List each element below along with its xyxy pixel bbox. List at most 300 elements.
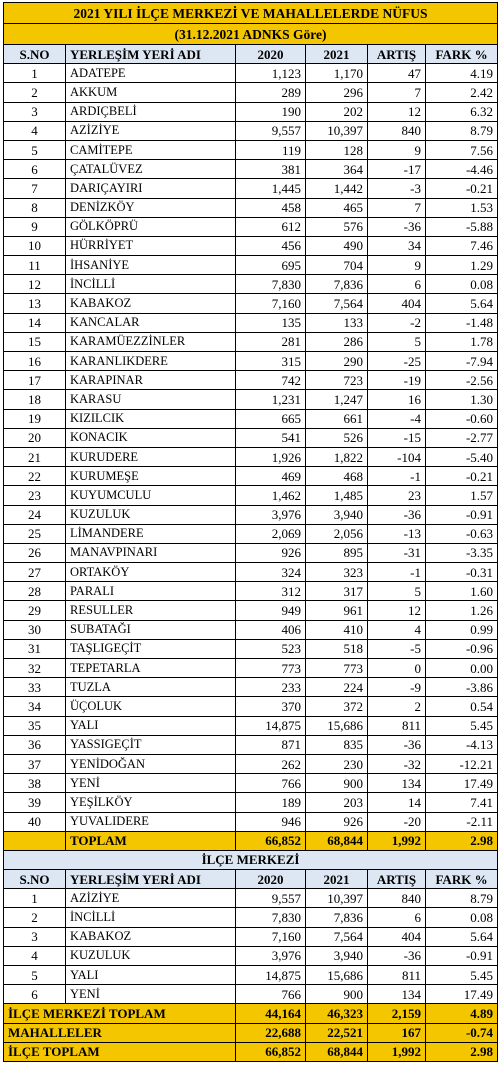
cell-2020: 2,069 [236,524,306,543]
total-y2021: 46,323 [306,1004,368,1023]
table-row [4,160,498,179]
cell-fark: -0.63 [426,524,498,543]
cell-2020: 949 [236,601,306,620]
table-row [4,659,498,678]
cell-sno: 3 [4,927,66,946]
center-header-cell: ARTIŞ [368,870,426,889]
cell-name: KABAKOZ [66,927,236,946]
cell-2020: 7,830 [236,275,306,294]
table-row [4,83,498,102]
cell-artis: 5 [368,582,426,601]
cell-artis: -9 [368,678,426,697]
cell-2021: 468 [306,467,368,486]
center-header-cell: 2021 [306,870,368,889]
cell-sno: 2 [4,908,66,927]
cell-fark: 5.64 [426,294,498,313]
cell-2021: 895 [306,543,368,562]
cell-sno: 1 [4,64,66,83]
table-row [4,140,498,159]
cell-artis: -20 [368,812,426,831]
cell-2021: 661 [306,409,368,428]
cell-2020: 135 [236,313,306,332]
cell-artis: 6 [368,908,426,927]
cell-artis: -32 [368,754,426,773]
cell-name: TAŞLIGEÇİT [66,639,236,658]
cell-2021: 961 [306,601,368,620]
cell-fark: 0.08 [426,908,498,927]
cell-fark: 1.29 [426,256,498,275]
cell-fark: -5.40 [426,447,498,466]
cell-name: KANCALAR [66,313,236,332]
center-table-row [4,946,498,965]
cell-2020: 773 [236,659,306,678]
center-header-row [4,870,498,889]
total-y2020: 66,852 [236,831,306,850]
cell-artis: -13 [368,524,426,543]
cell-sno: 26 [4,543,66,562]
population-sheet [3,2,497,1062]
center-section-title: İLÇE MERKEZİ [4,850,498,869]
cell-2021: 2,056 [306,524,368,543]
cell-2021: 290 [306,352,368,371]
cell-2021: 323 [306,563,368,582]
cell-sno: 1 [4,889,66,908]
table-row [4,313,498,332]
center-total-row [4,1004,498,1023]
center-header-cell: 2020 [236,870,306,889]
total-artis: 1,992 [368,831,426,850]
center-title-row [4,850,498,869]
cell-sno: 38 [4,774,66,793]
cell-2021: 900 [306,985,368,1004]
cell-artis: 9 [368,256,426,275]
cell-name: KABAKOZ [66,294,236,313]
table-row [4,505,498,524]
cell-name: KIZILCIK [66,409,236,428]
table-row [4,198,498,217]
cell-2020: 1,123 [236,64,306,83]
cell-sno: 8 [4,198,66,217]
cell-artis: 6 [368,275,426,294]
column-header-row [4,45,498,64]
cell-artis: 811 [368,716,426,735]
cell-2020: 742 [236,371,306,390]
cell-artis: -36 [368,735,426,754]
table-row [4,102,498,121]
cell-2021: 576 [306,217,368,236]
cell-artis: 134 [368,985,426,1004]
cell-name: LİMANDERE [66,524,236,543]
total-label: TOPLAM [66,831,236,850]
cell-sno: 9 [4,217,66,236]
cell-2020: 381 [236,160,306,179]
cell-fark: 0.00 [426,659,498,678]
cell-sno: 3 [4,102,66,121]
cell-fark: -2.11 [426,812,498,831]
cell-fark: -3.35 [426,543,498,562]
cell-2021: 372 [306,697,368,716]
cell-2021: 1,485 [306,486,368,505]
header-name: YERLEŞİM YERİ ADI [66,45,236,64]
cell-artis: -104 [368,447,426,466]
cell-fark: -0.31 [426,563,498,582]
cell-sno: 40 [4,812,66,831]
cell-fark: 0.54 [426,697,498,716]
cell-artis: -36 [368,505,426,524]
cell-2021: 926 [306,812,368,831]
cell-2021: 518 [306,639,368,658]
cell-artis: 12 [368,102,426,121]
cell-name: ADATEPE [66,64,236,83]
cell-name: KUYUMCULU [66,486,236,505]
cell-sno: 6 [4,985,66,1004]
cell-sno: 27 [4,563,66,582]
cell-artis: -1 [368,467,426,486]
cell-2021: 203 [306,793,368,812]
cell-2020: 233 [236,678,306,697]
total-artis: 2,159 [368,1004,426,1023]
cell-name: YUVALIDERE [66,812,236,831]
cell-name: SUBATAĞI [66,620,236,639]
cell-name: YALI [66,966,236,985]
cell-2021: 10,397 [306,889,368,908]
cell-name: CAMİTEPE [66,140,236,159]
header-sno: S.NO [4,45,66,64]
table-row [4,332,498,351]
cell-sno: 20 [4,428,66,447]
cell-2021: 317 [306,582,368,601]
cell-artis: 0 [368,659,426,678]
cell-name: KONACIK [66,428,236,447]
cell-2021: 7,564 [306,927,368,946]
cell-fark: 5.64 [426,927,498,946]
cell-sno: 24 [4,505,66,524]
cell-name: ÜÇOLUK [66,697,236,716]
cell-sno: 5 [4,140,66,159]
cell-2020: 189 [236,793,306,812]
table-row [4,447,498,466]
table-row [4,486,498,505]
cell-2021: 723 [306,371,368,390]
cell-2020: 7,160 [236,294,306,313]
cell-artis: 14 [368,793,426,812]
table-row [4,467,498,486]
cell-artis: 840 [368,889,426,908]
cell-artis: 16 [368,390,426,409]
cell-2020: 3,976 [236,505,306,524]
cell-sno: 5 [4,966,66,985]
cell-fark: 1.60 [426,582,498,601]
cell-artis: 7 [368,198,426,217]
cell-fark: 4.19 [426,64,498,83]
cell-2020: 289 [236,83,306,102]
cell-2021: 224 [306,678,368,697]
cell-fark: 8.79 [426,889,498,908]
cell-fark: 1.53 [426,198,498,217]
cell-artis: -36 [368,946,426,965]
total-y2020: 44,164 [236,1004,306,1023]
cell-sno: 4 [4,121,66,140]
cell-name: YEŞİLKÖY [66,793,236,812]
cell-2021: 10,397 [306,121,368,140]
cell-fark: 6.32 [426,102,498,121]
cell-fark: -0.91 [426,505,498,524]
cell-2021: 7,564 [306,294,368,313]
neighborhoods-total-row [4,1023,498,1042]
cell-fark: 8.79 [426,121,498,140]
cell-2020: 14,875 [236,716,306,735]
cell-2020: 3,976 [236,946,306,965]
cell-2020: 695 [236,256,306,275]
table-row [4,524,498,543]
cell-artis: -31 [368,543,426,562]
cell-2020: 946 [236,812,306,831]
cell-2020: 262 [236,754,306,773]
cell-name: İHSANİYE [66,256,236,275]
table-row [4,294,498,313]
cell-sno: 15 [4,332,66,351]
cell-fark: 1.30 [426,390,498,409]
cell-2020: 315 [236,352,306,371]
cell-fark: -5.88 [426,217,498,236]
cell-sno: 16 [4,352,66,371]
table-row [4,543,498,562]
cell-name: İNCİLLİ [66,908,236,927]
cell-artis: 811 [368,966,426,985]
total-y2021: 68,844 [306,831,368,850]
cell-fark: -0.21 [426,179,498,198]
cell-name: ARDIÇBELİ [66,102,236,121]
cell-2020: 871 [236,735,306,754]
cell-fark: 1.57 [426,486,498,505]
cell-sno: 14 [4,313,66,332]
cell-artis: 404 [368,294,426,313]
table-row [4,639,498,658]
cell-sno: 37 [4,754,66,773]
cell-name: KUZULUK [66,505,236,524]
cell-fark: 7.41 [426,793,498,812]
cell-2021: 3,940 [306,946,368,965]
total-artis: 1,992 [368,1042,426,1061]
cell-artis: 9 [368,140,426,159]
cell-fark: 0.08 [426,275,498,294]
table-row [4,236,498,255]
total-fark: 2.98 [426,831,498,850]
total-label: İLÇE TOPLAM [4,1042,236,1061]
cell-sno: 11 [4,256,66,275]
cell-sno: 10 [4,236,66,255]
cell-sno: 36 [4,735,66,754]
cell-name: YENİ [66,985,236,1004]
cell-2021: 3,940 [306,505,368,524]
cell-name: İNCİLLİ [66,275,236,294]
cell-name: AZİZİYE [66,889,236,908]
table-subtitle: (31.12.2021 ADNKS Göre) [4,24,498,45]
cell-2021: 1,442 [306,179,368,198]
total-fark: 2.98 [426,1042,498,1061]
cell-2021: 133 [306,313,368,332]
cell-2020: 7,830 [236,908,306,927]
cell-2020: 119 [236,140,306,159]
table-row [4,256,498,275]
cell-fark: 5.45 [426,966,498,985]
table-row [4,563,498,582]
table-row [4,352,498,371]
cell-2021: 286 [306,332,368,351]
cell-2021: 900 [306,774,368,793]
center-table-row [4,966,498,985]
cell-name: RESULLER [66,601,236,620]
cell-name: YENİDOĞAN [66,754,236,773]
cell-2020: 1,445 [236,179,306,198]
cell-fark: -2.56 [426,371,498,390]
header-fark: FARK % [426,45,498,64]
table-row [4,793,498,812]
total-label: MAHALLELER [4,1023,236,1042]
cell-artis: -19 [368,371,426,390]
cell-artis: -1 [368,563,426,582]
cell-fark: 1.78 [426,332,498,351]
cell-fark: -0.60 [426,409,498,428]
cell-artis: -3 [368,179,426,198]
cell-2020: 1,231 [236,390,306,409]
cell-name: KURUMEŞE [66,467,236,486]
cell-fark: -0.96 [426,639,498,658]
cell-artis: 2 [368,697,426,716]
cell-2021: 835 [306,735,368,754]
cell-sno: 33 [4,678,66,697]
cell-2020: 1,926 [236,447,306,466]
cell-name: DENİZKÖY [66,198,236,217]
cell-2020: 324 [236,563,306,582]
cell-sno: 39 [4,793,66,812]
cell-name: GÖLKÖPRÜ [66,217,236,236]
cell-sno: 23 [4,486,66,505]
cell-name: HÜRRİYET [66,236,236,255]
cell-name: TEPETARLA [66,659,236,678]
table-row [4,64,498,83]
title-row-2 [4,24,498,45]
total-row [4,831,498,850]
cell-2020: 766 [236,774,306,793]
cell-2020: 312 [236,582,306,601]
cell-fark: 5.45 [426,716,498,735]
cell-sno: 32 [4,659,66,678]
header-2021: 2021 [306,45,368,64]
cell-artis: 4 [368,620,426,639]
cell-artis: 134 [368,774,426,793]
cell-fark: 0.99 [426,620,498,639]
header-2020: 2020 [236,45,306,64]
center-table-row [4,908,498,927]
cell-name: KARAMÜEZZİNLER [66,332,236,351]
table-row [4,754,498,773]
cell-artis: 5 [368,332,426,351]
cell-name: TUZLA [66,678,236,697]
cell-artis: -36 [368,217,426,236]
cell-fark: -2.77 [426,428,498,447]
cell-artis: 12 [368,601,426,620]
cell-2020: 766 [236,985,306,1004]
cell-sno: 18 [4,390,66,409]
cell-artis: -2 [368,313,426,332]
center-header-cell: FARK % [426,870,498,889]
cell-sno: 25 [4,524,66,543]
cell-2020: 926 [236,543,306,562]
cell-fark: 1.26 [426,601,498,620]
cell-2021: 410 [306,620,368,639]
cell-2020: 612 [236,217,306,236]
total-artis: 167 [368,1023,426,1042]
cell-name: PARALI [66,582,236,601]
table-row [4,428,498,447]
cell-2021: 773 [306,659,368,678]
cell-2021: 1,247 [306,390,368,409]
cell-artis: -5 [368,639,426,658]
cell-2020: 456 [236,236,306,255]
total-label: İLÇE MERKEZİ TOPLAM [4,1004,236,1023]
cell-2021: 490 [306,236,368,255]
cell-name: KURUDERE [66,447,236,466]
cell-2020: 523 [236,639,306,658]
center-header-cell: YERLEŞİM YERİ ADI [66,870,236,889]
cell-2021: 526 [306,428,368,447]
cell-2021: 15,686 [306,966,368,985]
cell-2021: 7,836 [306,908,368,927]
cell-name: KARASU [66,390,236,409]
cell-name: KARANLIKDERE [66,352,236,371]
cell-name: YENİ [66,774,236,793]
cell-2021: 364 [306,160,368,179]
table-row [4,371,498,390]
cell-sno: 12 [4,275,66,294]
table-row [4,812,498,831]
cell-2020: 9,557 [236,121,306,140]
cell-artis: 840 [368,121,426,140]
cell-2020: 370 [236,697,306,716]
total-y2020: 66,852 [236,1042,306,1061]
cell-2020: 7,160 [236,927,306,946]
cell-name: DARIÇAYIRI [66,179,236,198]
cell-artis: -4 [368,409,426,428]
cell-2021: 1,170 [306,64,368,83]
cell-2020: 406 [236,620,306,639]
cell-name: ORTAKÖY [66,563,236,582]
table-row [4,582,498,601]
cell-sno: 29 [4,601,66,620]
table-row [4,601,498,620]
title-row-1 [4,3,498,24]
cell-2020: 281 [236,332,306,351]
cell-sno: 7 [4,179,66,198]
table-row [4,121,498,140]
cell-2021: 128 [306,140,368,159]
cell-2020: 458 [236,198,306,217]
table-row [4,735,498,754]
cell-sno: 21 [4,447,66,466]
cell-sno: 30 [4,620,66,639]
cell-fark: -7.94 [426,352,498,371]
center-table-row [4,889,498,908]
district-total-row [4,1042,498,1061]
cell-fark: 17.49 [426,774,498,793]
cell-2020: 190 [236,102,306,121]
cell-artis: -17 [368,160,426,179]
cell-fark: -0.91 [426,946,498,965]
cell-name: ÇATALÜVEZ [66,160,236,179]
cell-sno: 19 [4,409,66,428]
cell-2021: 465 [306,198,368,217]
